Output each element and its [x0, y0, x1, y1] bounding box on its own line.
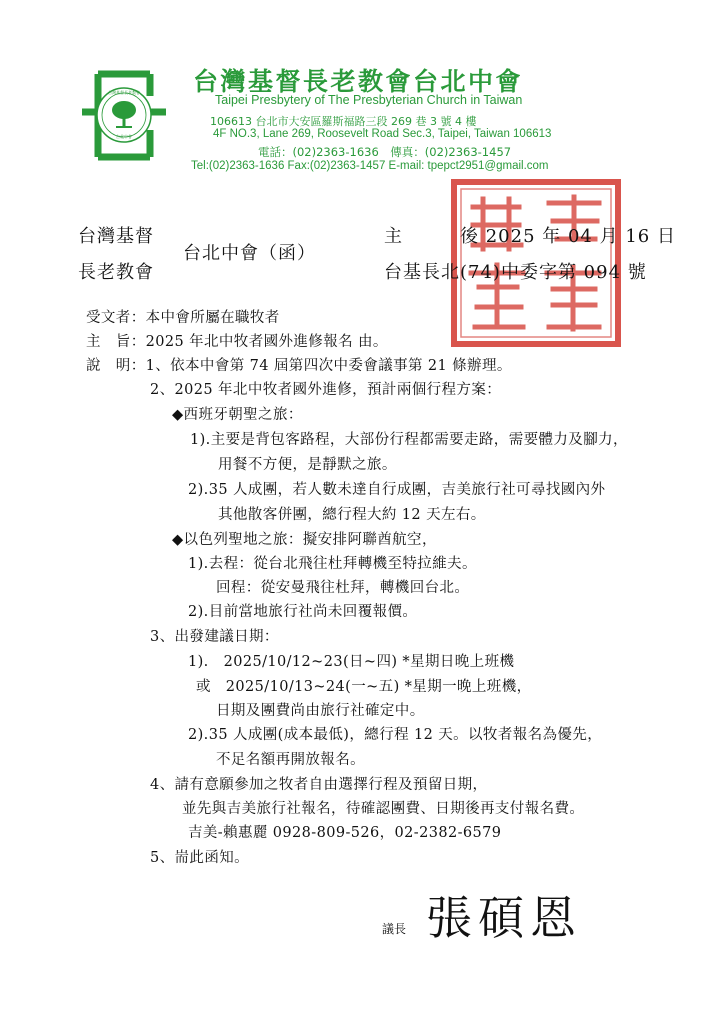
spain-point-1b: 用餐不方便，是靜默之旅。 — [218, 457, 397, 473]
explain-item-2: 2、2025 年北中牧者國外進修，預計兩個行程方案： — [150, 382, 502, 398]
departure-date-1c: 日期及團費尚由旅行社確定中。 — [216, 703, 425, 719]
departure-date-1b: 或 2025/10/13~24(一~五) *星期一晚上班機， — [196, 679, 532, 695]
spain-point-1a: 1).主要是背包客路程，大部份行程都需要走路，需要體力及腳力， — [190, 432, 628, 448]
address-en: 4F NO.3, Lane 269, Roosevelt Road Sec.3, Taipei, Taiwan 106613 — [213, 128, 552, 140]
departure-date-2a: 2).35 人成團(成本最低)，總行程 12 天。以牧者報名為優先， — [188, 727, 603, 743]
recipient-line: 受文者：本中會所屬在職牧者 — [86, 310, 280, 326]
subject-line: 主 旨：2025 年北中牧者國外進修報名 由。 — [86, 334, 388, 350]
sender-line-1: 台灣基督 — [78, 226, 154, 247]
explain-item-4b: 並先與吉美旅行社報名，待確認團費、日期後再支付報名費。 — [182, 801, 585, 817]
letter-date: 後 2025 年 04 月 16 日 — [460, 226, 676, 247]
israel-point-1a: 1).去程：從台北飛往杜拜轉機至特拉維夫。 — [188, 556, 477, 572]
spain-point-2a: 2).35 人成團，若人數未達自行成團，吉美旅行社可尋找國內外 — [188, 482, 606, 498]
logo-text-bottom: 台北中會 — [116, 134, 132, 139]
israel-trip-title: ◆以色列聖地之旅：擬安排阿聯酋航空， — [172, 532, 437, 548]
spain-point-2b: 其他散客併團，總行程大約 12 天左右。 — [218, 507, 486, 523]
departure-date-1: 1). 2025/10/12~23(日~四) *星期日晚上班機 — [188, 654, 515, 670]
handwritten-signature — [426, 888, 586, 944]
spain-trip-title: ◆西班牙朝聖之旅： — [172, 407, 303, 423]
israel-point-1b: 回程：從安曼飛往杜拜，轉機回台北。 — [216, 580, 470, 596]
phone-fax-zh: 電話：(02)2363-1636 傳真：(02)2363-1457 — [258, 145, 512, 159]
signature-title: 議長 — [382, 922, 407, 936]
explain-item-5: 5、耑此函知。 — [150, 850, 250, 866]
explain-item-1: 說 明：1、依本中會第 74 屆第四次中委會議事第 21 條辦理。 — [86, 358, 512, 374]
contact-line-en: Tel:(02)2363-1636 Fax:(02)2363-1457 E-mail: tpepct2951@gmail.com — [191, 160, 549, 172]
letter-type: 台北中會（函） — [183, 243, 316, 264]
signature-name: 張碩恩 — [426, 891, 582, 944]
presbytery-cross-logo-icon — [78, 68, 170, 163]
document-number: 台基長北(74)中委字第 094 號 — [384, 262, 647, 283]
address-zh: 106613 台北市大安區羅斯福路三段 269 巷 3 號 4 樓 — [210, 115, 477, 128]
travel-agency-contact: 吉美-賴惠麗 0928-809-526，02-2382-6579 — [188, 825, 502, 841]
explain-item-4a: 4、請有意願參加之牧者自由選擇行程及預留日期， — [150, 777, 488, 793]
sender-line-2: 長老教會 — [78, 262, 154, 283]
explain-item-3: 3、出發建議日期： — [150, 629, 279, 645]
logo-text-top: 台灣基督長老教會 — [108, 90, 140, 95]
org-name-zh: 台灣基督長老教會台北中會 — [193, 67, 524, 96]
date-label: 主 — [384, 226, 403, 247]
org-name-en: Taipei Presbytery of The Presbyterian Church in Taiwan — [215, 93, 523, 107]
israel-point-2: 2).目前當地旅行社尚未回覆報價。 — [188, 604, 418, 620]
departure-date-2b: 不足名額再開放報名。 — [216, 752, 365, 768]
